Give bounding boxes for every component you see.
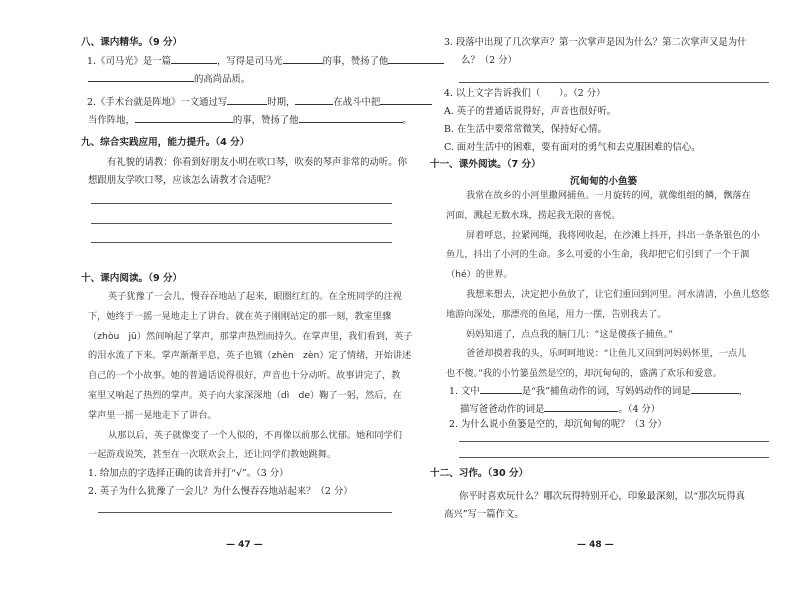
sec11-q1-line1 (449, 384, 748, 398)
passage-line: 河面，溅起无数水珠，捞起我无限的喜悦。 (446, 209, 621, 221)
blank[interactable] (544, 402, 618, 412)
answer-line[interactable] (459, 441, 769, 442)
answer-line[interactable] (91, 223, 392, 224)
sec11-q2: 2. 为什么说小鱼篓是空的，却沉甸甸的呢？（3 分） (449, 419, 667, 430)
sec8-q1-line2 (88, 72, 250, 86)
passage-line: 下，她终于一摇一晃地走上了讲台。就在英子刚刚站定的那一刻，教室里骤 (88, 310, 392, 322)
sec8-q2-text-a: 2.《手术台就是阵地》一文通过写 (87, 97, 228, 108)
q4-option-a[interactable]: A. 英子的普通话说得好，声音也很好听。 (444, 106, 617, 117)
passage-line: 我想来想去，决定把小鱼放了，让它们重回到河里。河水清清，小鱼儿悠悠 (466, 288, 770, 300)
passage-line: 室里又响起了热烈的掌声。英子向大家深深地（dì de）鞠了一躬，然后，在 (88, 389, 402, 401)
sec8-q2-text-f: 。 (402, 115, 412, 126)
sec9-line1: 有礼貌的请教：你看到好朋友小明在吹口琴，吹奏的琴声非常的动听。你 (107, 157, 408, 168)
q3-line2: 么？（2 分） (461, 55, 517, 66)
answer-line[interactable] (98, 512, 392, 513)
passage-line: 妈妈知道了，点点我的脑门儿：“这是傻孩子捕鱼。” (466, 328, 674, 340)
blank[interactable] (691, 384, 739, 394)
answer-line[interactable] (459, 457, 769, 458)
sec8-q2-line1 (87, 95, 432, 109)
passage-line: 从那以后，英子就像变了一个人似的，不再像以前那么忧郁。她和同学们 (108, 429, 402, 441)
sec11-passage (446, 186, 769, 384)
sec10-passage (88, 287, 412, 465)
passage-line: 一起游戏说笑，甚至在一次联欢会上，还让同学们教她跳舞。 (88, 449, 337, 461)
sec11-q1-text-a: 1. 文中 (449, 386, 480, 397)
sec8-q2-text-e: 的事，赞扬了他 (232, 115, 299, 126)
sec11-q1-text-c: ， (738, 386, 749, 397)
q3-line1: 3. 段落中出现了几次掌声？第一次掌声是因为什么？第二次掌声又是为什 (444, 37, 747, 48)
blank[interactable] (227, 95, 267, 105)
answer-line[interactable] (459, 82, 769, 83)
sec8-q1-line1 (87, 54, 444, 68)
sec11-q1-text-d: 描写爸爸动作的词是 (460, 404, 545, 415)
sec10-q2: 2. 英子为什么犹豫了一会儿？为什么慢吞吞地站起来？（2 分） (88, 486, 353, 497)
answer-line[interactable] (91, 203, 392, 204)
sec8-q2-text-d: 当作阵地， (88, 115, 135, 126)
passage-line: 我常在故乡的小河里撒网捕鱼。一月旋转的网，就像组组的鳞，飘落在 (466, 190, 751, 201)
sec12-heading: 十二、习作。（30 分） (430, 468, 529, 479)
blank[interactable] (299, 113, 403, 123)
sec8-q1-text-b: ，写得是司马光 (216, 56, 283, 67)
blank[interactable] (88, 72, 194, 82)
passage-line: （zhòu jū）然间响起了掌声，那掌声热烈而持久。在掌声里，我们看到，英子 (88, 330, 413, 342)
sec8-q1-text-a: 1.《司马光》是一篇 (87, 56, 171, 67)
passage-line: 爸爸却摸着我的头，乐呵呵地说：“让鱼儿又回到河妈妈怀里，一点儿 (466, 348, 747, 360)
sec12-line1: 你平时喜欢玩什么？哪次玩得特别开心，印象最深刻，以“那次玩得真 (459, 491, 746, 502)
sec11-heading: 十一、课外阅读。（7 分） (430, 159, 541, 170)
sec11-q1-text-e: 。（4 分） (618, 404, 661, 415)
blank[interactable] (171, 54, 217, 64)
sec8-q2-text-b: 时期， (267, 97, 296, 108)
right-page (400, 0, 800, 589)
answer-line[interactable] (91, 242, 392, 243)
blank[interactable] (480, 384, 522, 394)
sec9-line2: 想跟朋友学吹口琴，应该怎么请教才合适呢？ (88, 175, 276, 186)
sec8-q1-text-d: 的高尚品质。 (194, 74, 251, 85)
sec9-heading: 九、综合实践应用，能力提升。（4 分） (81, 137, 250, 148)
blank[interactable] (135, 113, 233, 123)
sec8-q2-text-c: 在战斗中把 (333, 97, 381, 108)
sec8-q1-text-c: 的事，赞扬了他 (322, 56, 389, 67)
passage-line: 地游向深处，那漂亮的鱼尾，用力一摆，告别我去了。 (446, 308, 667, 320)
passage-line: 自己的一个小故事。她的普通话说得很好，声音也十分动听。故事讲完了，教 (88, 370, 401, 382)
passage-line: 的泪水流了下来。掌声渐渐平息，英子也镇（zhèn zèn）定了情绪，开始讲述 (88, 350, 412, 362)
sec11-q1-line2 (460, 402, 660, 416)
passage-line: 英子犹豫了一会儿，慢吞吞地站了起来，眼圈红红的。在全班同学的注视 (108, 291, 402, 302)
sec8-q2-line2 (88, 113, 412, 127)
passage-line: 鱼儿，抖出了小河的生命。多么可爱的小生命，我却把它们引到了一个干涸 (446, 249, 750, 261)
sec8-heading: 八、课内精华。（9 分） (81, 37, 183, 48)
blank[interactable] (283, 54, 323, 64)
sec10-heading: 十、课内阅读。（9 分） (81, 273, 183, 284)
passage-line: （hé）的世界。 (446, 269, 513, 281)
sec12-line2: 高兴”写一篇作文。 (444, 509, 524, 520)
sec10-q1: 1. 给加点的字选择正确的读音并打“√”。（3 分） (88, 468, 289, 479)
q4-option-b[interactable]: B. 在生活中要常常微笑，保持好心情。 (444, 124, 607, 135)
sec11-q1-text-b: 是“我”捕鱼动作的词，写妈妈动作的词是 (521, 386, 691, 397)
blank[interactable] (295, 95, 333, 105)
sec11-title: 沉甸甸的小鱼篓 (570, 176, 638, 187)
q4-option-c[interactable]: C. 面对生活中的困难，要有面对的勇气和去克服困难的信心。 (444, 142, 701, 153)
page-number: — 48 — (577, 540, 614, 550)
passage-line: 掌声里一摇一晃地走下了讲台。 (88, 409, 217, 421)
page-number: — 47 — (226, 540, 263, 550)
q4: 4. 以上文字告诉我们（ ）。（2 分） (444, 88, 606, 99)
passage-line: 屏着呼息，拉紧网绳，我将网收起，在沙滩上抖开，抖出一条条银色的小 (466, 229, 760, 241)
passage-line: 也不傻。”我的小竹篓虽然是空的，却沉甸甸的，盛满了欢乐和爱意。 (446, 368, 722, 380)
